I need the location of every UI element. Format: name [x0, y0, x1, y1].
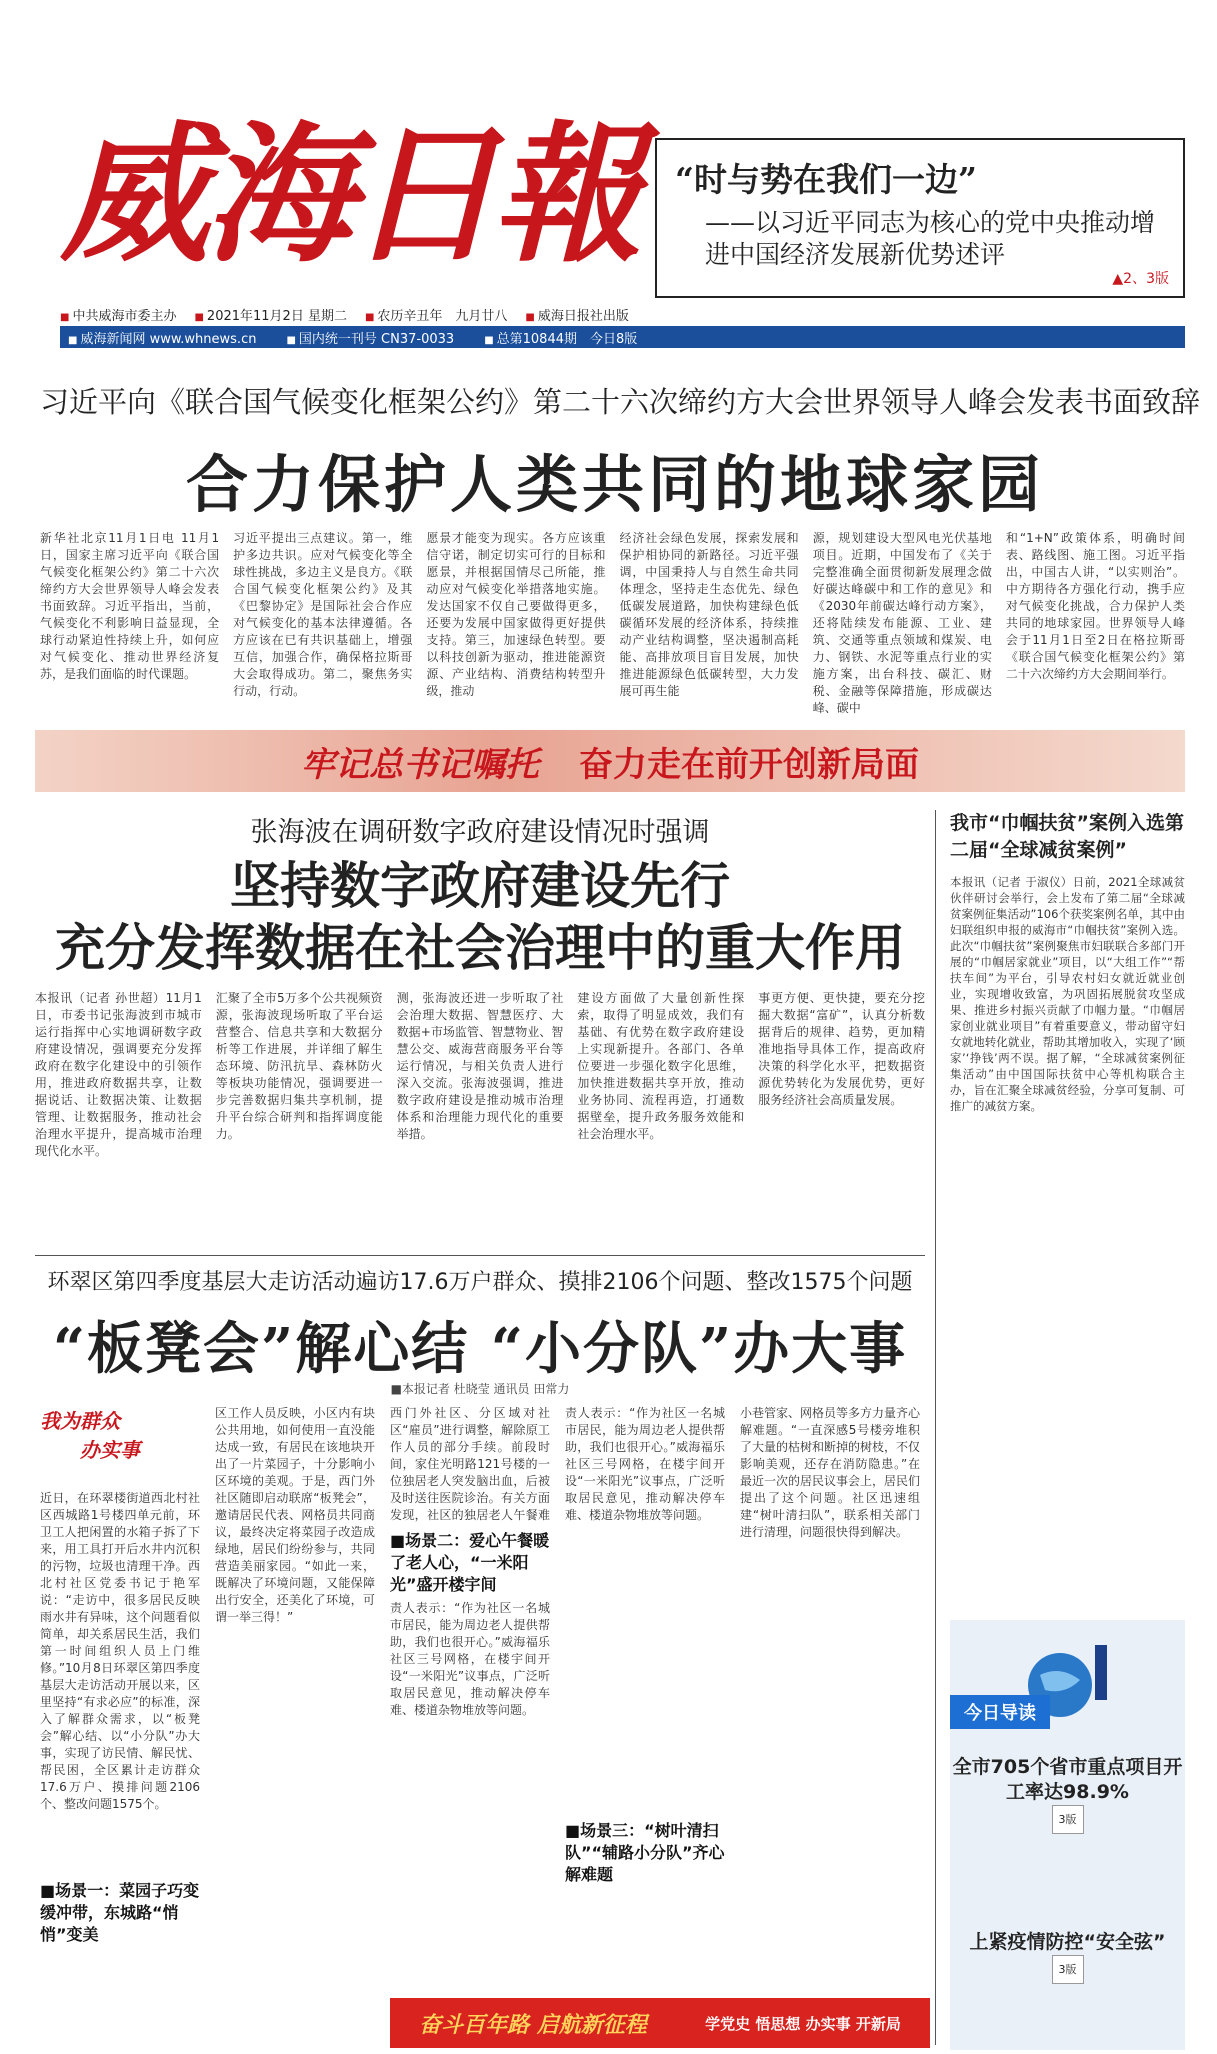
lead-col: 经济社会绿色发展，探索发展和保护相协同的新路径。习近平强调，中国秉持人与自然生命共同体理念，坚持走生态优先、绿色低碳发展道路，加快构建绿色低碳循环发展的经济体系，持续推动产业结构调整，坚决遏制高耗能、高排放项目盲目发展，加快推进能源绿色低碳转型，大力发展可再生能 — [619, 531, 799, 698]
story3-kicker: 环翠区第四季度基层大走访活动遍访17.6万户群众、摸排2106个问题、整改1575个问题 — [47, 1270, 913, 1295]
info-item: ■ 农历辛丑年 九月廿八 — [365, 305, 507, 323]
info-item: ■ 2021年11月2日 星期二 — [194, 305, 346, 323]
guide-item-2-text: 上紧疫情防控“安全弦” — [969, 1931, 1166, 1953]
masthead — [60, 95, 637, 295]
website-link[interactable]: ■ 威海新闻网 www.whnews.cn — [68, 328, 256, 347]
lead-col: 习近平提出三点建议。第一，维护多边共识。应对气候变化等全球性挑战，多边主义是良方。《联合国气候变化框架公约》及其《巴黎协定》是国际社会合作应对气候变化的基本法律遵循。各方应该在已有共识基础上，增强互信，加强合作，确保格拉斯哥大会取得成功。第二，聚焦务实行动，行动。 — [233, 531, 413, 698]
story3-byline: ■本报记者 杜晓莹 通讯员 田常力 — [390, 1382, 570, 1396]
top-story-subtitle: ——以习近平同志为核心的党中央推动增进中国经济发展新优势述评 — [705, 208, 1156, 269]
info-bar — [60, 305, 1185, 323]
top-story-title: “时与势在我们一边” — [675, 160, 977, 199]
info-item: ■ 中共威海市委主办 — [60, 305, 176, 323]
story3-col4: 责人表示：“作为社区一名城市居民，能为周边老人提供帮助，我们也很开心。”威海福乐社区三号网格，在楼宇间开设“一米阳光”议事点，广泛听取居民意见，推动解决停车难、楼道杂物堆放等问题。 — [565, 1406, 725, 1522]
lead-headline[interactable]: 合力保护人类共同的地球家园 — [185, 448, 1044, 521]
banner-right: 奋力走在前开创新局面 — [579, 744, 919, 785]
story3-headline[interactable]: “板凳会”解心结 “小分队”办大事 — [52, 1316, 908, 1382]
scene2-title: ■场景二：爱心午餐暖了老人心，“一米阳光”盛开楼宇间 — [390, 1531, 550, 1594]
story2-headline-line1: 坚持数字政府建设先行 — [230, 856, 730, 915]
stamp-line1: 我为群众 — [40, 1409, 120, 1433]
story2-col: 建设方面做了大量创新性探索，取得了明显成效，我们有基础、有优势在数字政府建设上实现新提升。各部门、各单位要进一步强化数字化思维，加快推进数据共享开放，推动业务协同、流程再造，打通数据壁垒，提升政务服务效能和社会治理水平。 — [577, 991, 745, 1141]
story3-col2: 区工作人员反映，小区内有块公共用地，如何使用一直没能达成一致，有居民在该地块开出了一片菜园子，十分影响小区环境的美观。于是，西门外社区随即启动联席“板凳会”，邀请居民代表、网格员共同商议，最终决定将菜园子改造成绿地，居民们纷纷参与，共同营造美丽家园。“如此一来，既解决了环境问题，又能保障出行安全，还美化了环境，可谓一举三得！” — [215, 1406, 375, 1624]
issue-number: ■ 总第10844期 今日8版 — [484, 328, 637, 347]
story2-headline[interactable] — [35, 855, 925, 979]
story3-col5: 小巷管家、网格员等多方力量齐心解难题。“一直深感5号楼旁堆积了大量的枯树和断掉的树枝，不仅影响美观，还存在消防隐患。”在最近一次的居民议事会上，居民们提出了这个问题。社区迅速组建“树叶清扫队”，联系相关部门进行清理，问题很快得到解决。 — [740, 1406, 920, 1539]
page-ref: ▲2、3版 — [1112, 271, 1169, 287]
section-divider — [35, 1255, 925, 1256]
bottom-banner — [390, 1998, 930, 2048]
lead-kicker: 习近平向《联合国气候变化框架公约》第二十六次缔约方大会世界领导人峰会发表书面致辞 — [40, 385, 1201, 419]
lead-body — [40, 530, 1185, 715]
lead-col: 源，规划建设大型风电光伏基地项目。近期，中国发布了《关于完整准确全面贯彻新发展理念做好碳达峰碳中和工作的意见》和《2030年前碳达峰行动方案》，还将陆续发布能源、工业、建筑、交通等重点领域和煤炭、电力、钢铁、水泥等重点行业的实施方案，出台科技、碳汇、财税、金融等保障措施，形成碳达峰、碳中 — [812, 531, 992, 715]
stamp-line2: 办实事 — [80, 1438, 140, 1462]
column-stamp — [40, 1405, 200, 1485]
sidebar-story — [950, 810, 1185, 1594]
story2-col: 事更方便、更快捷，要充分挖掘大数据“富矿”，认真分析数据背后的规律、趋势，更加精准地指导具体工作，提高政府决策的科学化水平，把数据资源优势转化为发展优势，更好服务经济社会高质量发展。 — [758, 991, 925, 1107]
bottom-banner-line2: 学党史 悟思想 办实事 开新局 — [705, 2014, 901, 2033]
guide-item-1-text: 全市705个省市重点项目开工率达98.9% — [952, 1756, 1183, 1803]
lead-col: 新华社北京11月1日电 11月1日，国家主席习近平向《联合国气候变化框架公约》第二十六次缔约方大会世界领导人峰会发表书面致辞。习近平指出，当前，气候变化不利影响日益显现，全球行动紧迫性持续上升，如何应对气候变化、推动世界经济复苏，是我们面临的时代课题。 — [40, 531, 220, 681]
story2-col: 本报讯（记者 孙世超）11月1日，市委书记张海波到市城市运行指挥中心实地调研数字政府建设情况，强调要充分发挥政府在数字化建设中的引领作用，推进政府数据共享，让数据说话、让数据决策、让数据管理、让数据服务，推动社会治理水平提升，提高城市治理现代化水平。 — [35, 991, 202, 1158]
story2-col: 汇聚了全市5万多个公共视频资源，张海波现场听取了平台运营整合、信息共享和大数据分析等工作进展，并详细了解生态环境、防汛抗旱、森林防火等板块功能情况，强调要进一步完善数据归集共享机制，提升平台综合研判和指挥调度能力。 — [215, 991, 383, 1141]
story2-body — [35, 990, 925, 1245]
scene3-title: ■场景三：“树叶清扫队”“辅路小分队”齐心解难题 — [565, 1821, 725, 1884]
banner-left: 牢记总书记嘱托 — [301, 744, 539, 785]
guide-item-1-ref: 3版 — [1052, 1805, 1084, 1834]
story2-kicker: 张海波在调研数字政府建设情况时强调 — [250, 817, 710, 848]
lead-col: 愿景才能变为现实。各方应该重信守诺，制定切实可行的目标和愿景，并根据国情尽己所能，推动应对气候变化举措落地实施。发达国家不仅自己要做得更多，还要为发展中国家做得更好提供支持。第三，加速绿色转型。要以科技创新为驱动，推进能源资源、产业结构、消费结构转型升级，推动 — [426, 531, 606, 698]
blue-info-bar — [60, 326, 1185, 348]
sidebar-body: 本报讯（记者 于淑仪）日前，2021全球减贫伙伴研讨会举行，会上发布了第二届“全球减贫案例征集活动”106个获奖案例名单，其中由妇联组织申报的威海市“巾帼扶贫”案例入选。此次“巾帼扶贫”案例聚焦市妇联联合多部门开展的“巾帼居家就业”项目，以“大组工作”“帮扶车间”为平台，引导农村妇女就近就业创业，实现增收致富，为巩固拓展脱贫攻坚成果、推进乡村振兴贡献了巾帼力量。“巾帼居家创业就业项目”有着重要意义，带动留守妇女就地转化就业，帮助其增加收入，实现了‘顾家’‘挣钱’两不误。据了解，“全球减贫案例征集活动”由中国国际扶贫中心等机构联合主办，旨在汇聚全球减贫经验，分享可复制、可推广的减贫方案。 — [950, 875, 1185, 1113]
column-divider — [935, 810, 936, 2045]
theme-banner — [35, 730, 1185, 792]
bottom-banner-line1: 奋斗百年路 启航新征程 — [419, 2011, 647, 2038]
guide-item-1[interactable] — [950, 1755, 1185, 1834]
story3-col3: 西门外社区、分区域对社区“雇员”进行调整，解除原工作人员的部分手续。前段时间，家住光明路121号楼的一位独居老人突发脑出血，后被及时送往医院诊治。有关方面发现，社区的独居老人午餐难 — [390, 1406, 550, 1522]
story2-col: 测，张海波还进一步听取了社会治理大数据、智慧医疗、大数据+市场监管、智慧物业、智慧公交、威海营商服务平台等运行情况，与相关负责人进行深入交流。张海波强调，推进数字政府建设是推动城市治理体系和治理能力现代化的重要举措。 — [396, 991, 564, 1141]
guide-item-2[interactable] — [950, 1930, 1185, 1984]
story3-col1: 近日，在环翠楼街道西北村社区西城路1号楼四单元前，环卫工人把闲置的水箱子拆了下来，用工具打开后水井内沉积的污物，垃圾也清理干净。西北村社区党委书记于艳军说：“走访中，很多居民反映雨水井有异味，这个问题看似简单，却关系居民生活，我们第一时间组织人员上门维修。”10月8日环翠区第四季度基层大走访活动开展以来，区里坚持“有求必应”的标准，深入了解群众需求，以“板凳会”解心结、以“小分队”办大事，实现了访民情、解民忧、帮民困，全区累计走访群众17.6万户、摸排问题2106个、整改问题1575个。 — [40, 1491, 200, 1811]
guide-item-2-ref: 3版 — [1052, 1955, 1084, 1984]
sidebar-headline[interactable]: 我市“巾帼扶贫”案例入选第二届“全球减贫案例” — [950, 812, 1184, 861]
story2-headline-line2: 充分发挥数据在社会治理中的重大作用 — [55, 918, 905, 977]
guide-title: 今日导读 — [950, 1695, 1050, 1729]
story3-col3b: 责人表示：“作为社区一名城市居民，能为周边老人提供帮助，我们也很开心。”威海福乐社区三号网格，在楼宇间开设“一米阳光”议事点，广泛听取居民意见，推动解决停车难、楼道杂物堆放等问题。 — [390, 1601, 550, 1717]
lead-col: 和“1+N”政策体系，明确时间表、路线图、施工图。习近平指出，中国古人讲，“以实则治”。中方期待各方强化行动，携手应对气候变化挑战，合力保护人类共同的地球家园。世界领导人峰会于11月1日至2日在格拉斯哥《联合国气候变化框架公约》第二十六次缔约方大会期间举行。 — [1005, 531, 1185, 681]
info-item: ■ 威海日报社出版 — [525, 305, 628, 323]
scene1-title: ■场景一：菜园子巧变缓冲带，东城路“悄悄”变美 — [40, 1881, 200, 1944]
top-story-box[interactable] — [655, 138, 1185, 298]
issn: ■ 国内统一刊号 CN37-0033 — [286, 328, 454, 347]
today-guide — [950, 1620, 1185, 2050]
masthead-title: 威海日報 — [60, 107, 637, 283]
